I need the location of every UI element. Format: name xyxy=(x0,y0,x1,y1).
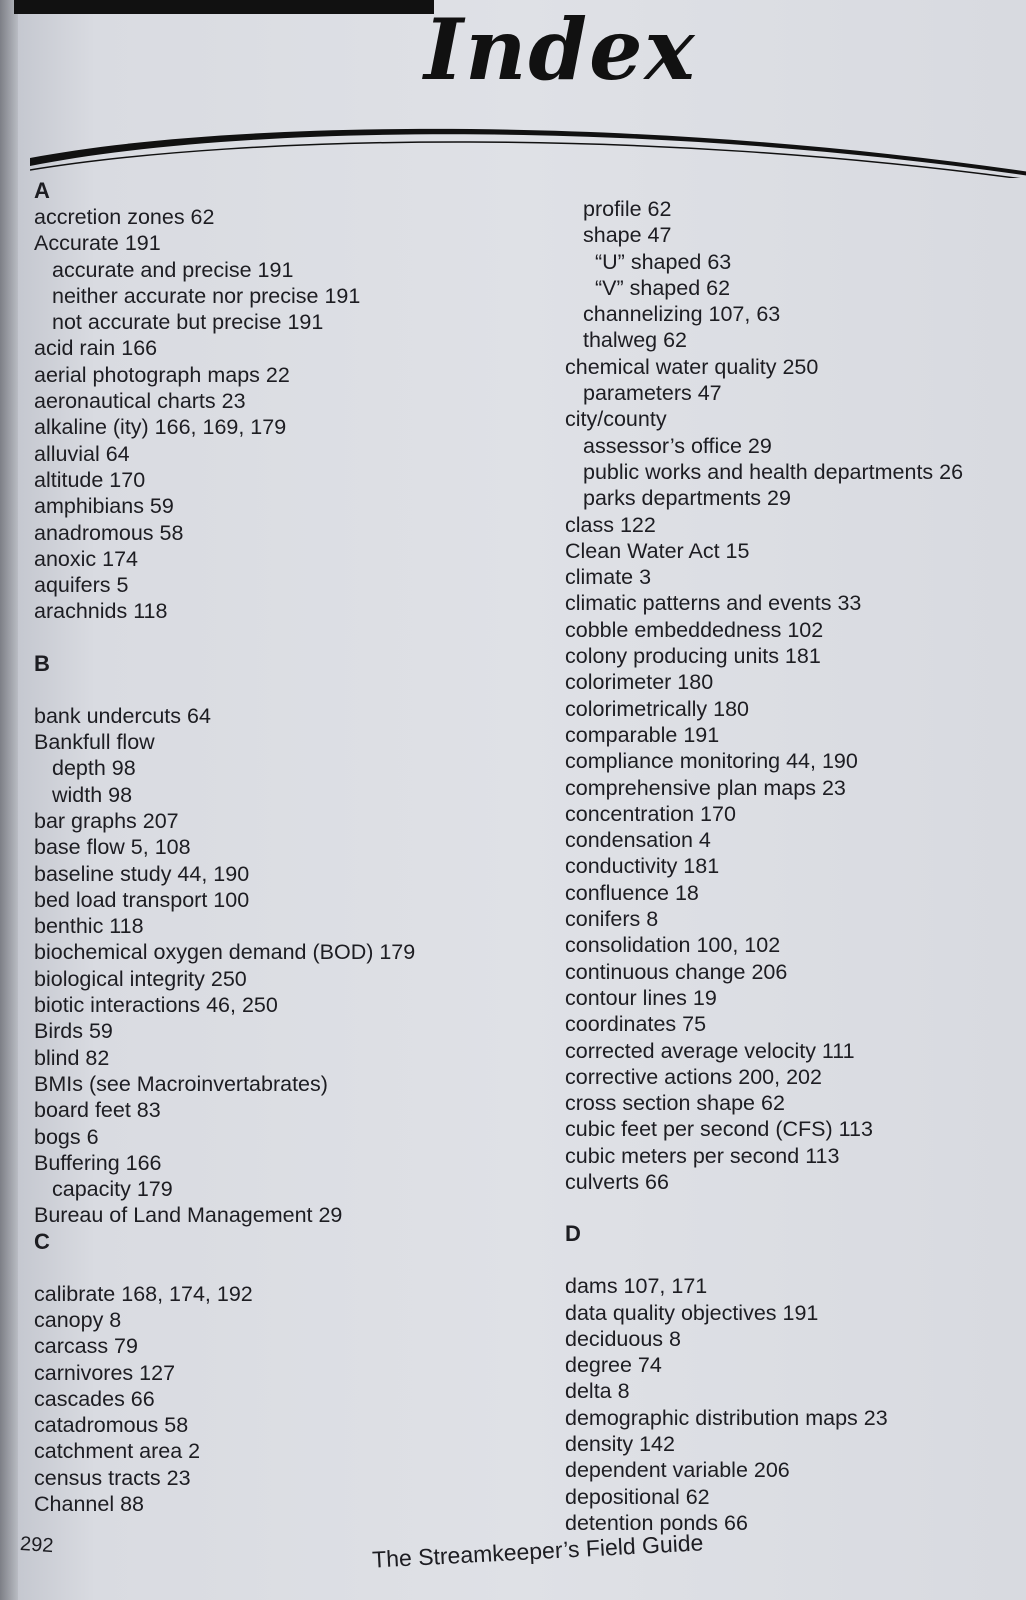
top-edge-bar xyxy=(14,0,434,14)
index-entry: density 142 xyxy=(565,1432,675,1457)
index-entry: biochemical oxygen demand (BOD) 179 xyxy=(34,940,416,965)
index-entry: bank undercuts 64 xyxy=(34,703,211,728)
index-entry: concentration 170 xyxy=(565,801,736,826)
index-entry: climate 3 xyxy=(565,565,652,590)
index-entry: base flow 5, 108 xyxy=(34,835,191,860)
index-entry: confluence 18 xyxy=(565,880,699,905)
index-entry: blind 82 xyxy=(34,1045,110,1070)
index-entry: acid rain 166 xyxy=(34,336,158,361)
index-entry: width 98 xyxy=(52,782,133,807)
index-entry: calibrate 168, 174, 192 xyxy=(34,1281,253,1306)
page-number: 292 xyxy=(19,1532,55,1558)
index-entry: chemical water quality 250 xyxy=(565,354,819,379)
index-entry: bed load transport 100 xyxy=(34,887,250,912)
index-entry: anoxic 174 xyxy=(34,546,138,571)
index-entry: Buffering 166 xyxy=(34,1150,162,1175)
index-entry: accretion zones 62 xyxy=(34,205,215,229)
index-entry: cross section shape 62 xyxy=(565,1091,785,1116)
index-entry: climatic patterns and events 33 xyxy=(565,591,862,616)
page-title: Index xyxy=(424,0,697,99)
index-entry: dependent variable 206 xyxy=(565,1458,790,1483)
index-entry: parameters 47 xyxy=(583,381,722,406)
index-column-left xyxy=(34,178,504,1517)
index-entry: comprehensive plan maps 23 xyxy=(565,775,846,800)
index-entry: cubic feet per second (CFS) 113 xyxy=(565,1117,873,1142)
title-swoosh-rule xyxy=(30,118,1026,178)
section-letter: C xyxy=(34,1228,50,1254)
index-entry: depositional 62 xyxy=(565,1484,710,1509)
index-entry: aeronautical charts 23 xyxy=(34,389,246,414)
index-entry: parks departments 29 xyxy=(583,486,791,511)
index-entry: shape 47 xyxy=(583,223,672,248)
index-entry: alluvial 64 xyxy=(34,441,130,466)
index-entry: Accurate 191 xyxy=(34,231,161,256)
index-entry: condensation 4 xyxy=(565,828,711,853)
index-entry: alkaline (ity) 166, 169, 179 xyxy=(34,415,287,440)
index-entry: channelizing 107, 63 xyxy=(583,302,781,327)
index-entry: cobble embeddedness 102 xyxy=(565,617,824,642)
index-entry: corrected average velocity 111 xyxy=(565,1038,855,1063)
index-entry: arachnids 118 xyxy=(34,599,168,624)
index-entry: depth 98 xyxy=(52,756,136,781)
index-entry: Bureau of Land Management 29 xyxy=(34,1203,343,1228)
index-entry: “U” shaped 63 xyxy=(595,249,732,274)
index-entry: board feet 83 xyxy=(34,1098,161,1123)
index-entry: “V” shaped 62 xyxy=(595,275,731,300)
spacer xyxy=(34,1255,504,1281)
index-entry: amphibians 59 xyxy=(34,494,174,519)
index-entry: baseline study 44, 190 xyxy=(34,861,250,886)
index-entry: dams 107, 171 xyxy=(565,1274,708,1299)
index-entry: capacity 179 xyxy=(52,1177,173,1202)
index-entry: deciduous 8 xyxy=(565,1326,681,1351)
index-entry: corrective actions 200, 202 xyxy=(565,1064,822,1089)
index-entry: catchment area 2 xyxy=(34,1439,201,1464)
index-entry: neither accurate nor precise 191 xyxy=(52,283,361,308)
index-entry: biological integrity 250 xyxy=(34,966,247,991)
running-footer-title: The Streamkeeper’s Field Guide xyxy=(371,1529,704,1573)
spacer xyxy=(34,625,504,651)
index-entry: conifers 8 xyxy=(565,907,659,932)
index-entry: census tracts 23 xyxy=(34,1465,191,1490)
index-entry: thalweg 62 xyxy=(583,328,687,353)
index-entry: Channel 88 xyxy=(34,1492,144,1517)
index-column-right xyxy=(565,196,1020,1536)
index-entry: culverts 66 xyxy=(565,1169,669,1194)
index-entry: Bankfull flow xyxy=(34,730,155,755)
index-entry: continuous change 206 xyxy=(565,959,788,984)
section-letter: B xyxy=(34,650,50,676)
index-entry: contour lines 19 xyxy=(565,985,717,1010)
index-entry: carnivores 127 xyxy=(34,1360,176,1385)
index-entry: not accurate but precise 191 xyxy=(52,310,324,335)
spacer xyxy=(34,677,504,703)
index-entry: city/county xyxy=(565,407,667,432)
index-entry: compliance monitoring 44, 190 xyxy=(565,749,858,774)
spacer xyxy=(565,1195,1020,1221)
index-entry: class 122 xyxy=(565,512,656,537)
index-entry: BMIs (see Macroinvertabrates) xyxy=(34,1071,328,1096)
index-entry: anadromous 58 xyxy=(34,520,184,545)
index-entry: accurate and precise 191 xyxy=(52,257,294,282)
page-gutter-shadow xyxy=(0,0,18,1600)
index-entry: altitude 170 xyxy=(34,467,146,492)
index-entry: comparable 191 xyxy=(565,722,720,747)
index-entry: aerial photograph maps 22 xyxy=(34,362,290,387)
index-entry: public works and health departments 26 xyxy=(583,459,964,484)
index-entry: conductivity 181 xyxy=(565,854,720,879)
index-entry: benthic 118 xyxy=(34,914,144,939)
index-entry: data quality objectives 191 xyxy=(565,1300,819,1325)
index-entry: cascades 66 xyxy=(34,1386,155,1411)
index-entry: Birds 59 xyxy=(34,1019,113,1044)
section-letter: A xyxy=(34,178,50,203)
index-entry: delta 8 xyxy=(565,1379,630,1404)
index-entry: assessor’s office 29 xyxy=(583,433,772,458)
section-letter: D xyxy=(565,1221,581,1247)
index-entry: Clean Water Act 15 xyxy=(565,538,750,563)
index-entry: catadromous 58 xyxy=(34,1413,189,1438)
index-entry: biotic interactions 46, 250 xyxy=(34,993,278,1018)
index-entry: demographic distribution maps 23 xyxy=(565,1405,888,1430)
index-entry: colony producing units 181 xyxy=(565,644,821,669)
spacer xyxy=(565,1247,1020,1273)
index-entry: coordinates 75 xyxy=(565,1012,707,1037)
index-entry: colorimeter 180 xyxy=(565,670,714,695)
index-entry: detention ponds 66 xyxy=(565,1510,748,1535)
index-entry: consolidation 100, 102 xyxy=(565,933,781,958)
index-entry: canopy 8 xyxy=(34,1307,122,1332)
index-entry: aquifers 5 xyxy=(34,573,129,598)
index-entry: bogs 6 xyxy=(34,1124,99,1149)
index-entry: profile 62 xyxy=(583,197,672,221)
index-entry: cubic meters per second 113 xyxy=(565,1143,840,1168)
index-entry: bar graphs 207 xyxy=(34,808,179,833)
index-entry: degree 74 xyxy=(565,1353,662,1378)
index-entry: colorimetrically 180 xyxy=(565,696,750,721)
index-entry: carcass 79 xyxy=(34,1334,138,1359)
